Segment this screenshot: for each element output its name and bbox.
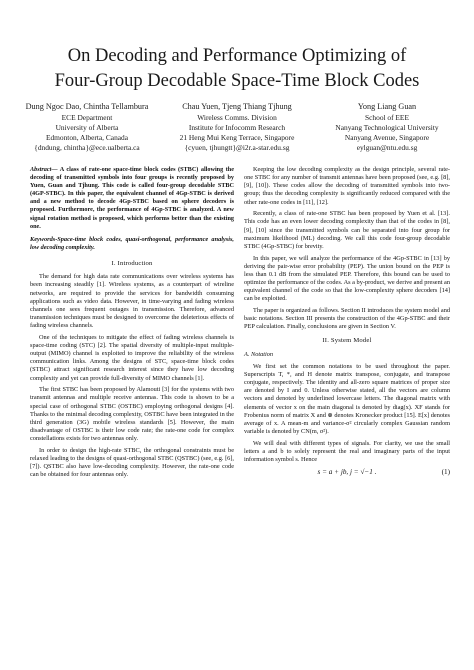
author-affiliation-line: Edmonton, Alberta, Canada [45,133,129,142]
right-column [244,166,450,484]
keywords: Keywords-Space-time block codes, quasi-orthogonal, performance analysis, low decoding complexity. [30,235,234,251]
left-column [30,166,234,483]
abstract-lead: Abstract— [30,166,58,173]
body-paragraph: The demand for high data rate communications over wireless systems has been increasing steadily [1]. Wireless systems, as a counterpart of wireline networks, are required to provide the services for bandwidth consuming applications such as video data. However, in time-varying and fading wireless channels one sees frequent outages in transmission. Therefore, advanced transmission techniques must be designed to overcome the deleterious effects of fading wireless channels. [30,273,234,330]
body-paragraph: In order to design the high-rate STBC, the orthogonal constraints must be relaxed leading to the designs of quasi-orthogonal STBC (QSTBC) (see, e.g. [6], [7]). QSTBC also have low-decoding complexity. However, the rate-one code can be obtained for four antennas only. [30,446,234,479]
author-affiliation-line: Wireless Comms. Division [197,113,277,122]
author-names: Dung Ngoc Dao, Chintha Tellambura [25,102,149,111]
equation-1 [244,468,450,481]
abstract-text: A class of rate-one space-time block codes (STBC) allowing the decoding of transmitted symbols into four groups is recently proposed by Yuen, Guan and Tjhung. This code is called four-group decodable STBC (4GP-STBC). In this paper, the equivalent channel of 4Gp-STBC is derived and a new method to decode 4Gp-STBC based on sphere decoders is proposed. Furthermore, the performance of 4Gp-STBC is analyzed. A new signal rotation method is proposed, which performs better than the existing one. [30,166,234,230]
author-affiliation-line: Institute for Infocomm Research [188,123,286,132]
author-affiliation-line: Nanyang Technological University [335,123,439,132]
paper-title [0,44,474,94]
title-line-1: On Decoding and Performance Optimizing of [67,46,407,66]
abstract [30,166,234,231]
body-paragraph: We will deal with different types of signals. For clarity, we use the small letters a and b to solely represent the real and imaginary parts of the input information symbol s. Hence [244,439,450,463]
author-affiliation-line: ECE Department [61,113,113,122]
section-heading-system-model: II. System Model [322,337,372,345]
author-affiliation-line: Nanyang Avenue, Singapore [344,133,430,142]
body-paragraph: In this paper, we will analyze the performance of the 4Gp-STBC in [13] by deriving the pair-wise error probability (PEP). The union bound on the PEP is less than 0.1 dB from the simulated PEP. Therefore, this bound can be used to optimize the performance of the codes. As a by-product, we derive and present an equivalent channel of the code so that the low-complexity sphere decoders [14] can be exploited. [244,254,450,303]
author-email: {cyuen, tjhungtt}@i2r.a-star.edu.sg [184,143,290,152]
body-paragraph: The first STBC has been proposed by Alamouti [3] for the systems with two transmit antennas and multiple receive antennas. This code is shown to be a special case of orthogonal STBC (OSTBC) employing orthogonal designs [4]. Thanks to the minimal decoding complexity, OSTBC have been integrated in the third generation (3G) mobile wireless standards [5]. However, the main disadvantage of OSTBC is their low code rate; the rate-one code for complex constellations exists for two antennas only. [30,386,234,443]
author-block-i2r [162,100,312,153]
section-heading-introduction: I. Introduction [111,260,153,268]
equation-expression: s = a + jb, j = √−1 . [317,467,377,476]
author-block-ntu [312,100,462,153]
body-paragraph: We first set the common notations to be used throughout the paper. Superscripts T, *, and H denote matrix transpose, conjugate, and transpose conjugate, respectively. The identity and all-zero square matrices of proper size are denoted by I and 0. Unless otherwise stated, all the vectors are column vectors and denoted by underlined lowercase letters. The diagonal matrix with elements of vector x on the main diagonal is denoted by diag(x). XF stands for Frobenius norm of matrix X and ⊗ denotes Kronecker product [15]. E[x] denotes average of x. A mean-m and variance-σ² circularly complex Gaussian random variable is denoted by CN(m, σ²). [244,362,450,436]
author-email: {dndung, chintha}@ece.ualberta.ca [34,143,140,152]
author-affiliation-line: 21 Heng Mui Keng Terrace, Singapore [179,133,295,142]
body-paragraph: The paper is organized as follows. Section II introduces the system model and basic notations. Section III presents the construction of the 4Gp-STBC and their PEP calculation. Finally, conclusions are given in Section V. [244,307,450,331]
author-email: eylguan@ntu.edu.sg [356,143,418,152]
title-line-2: Four-Group Decodable Space-Time Block Codes [54,71,420,91]
author-affiliation-line: School of EEE [365,113,409,122]
body-paragraph: Keeping the low decoding complexity as the design principle, several rate-one STBC for any number of transmit antennas have been proposed (see, e.g. [8], [9], [10]). These codes allow the decoding of transmitted symbols into two-group; thus the decoding complexity is significantly reduced compared with the other rate-one codes in [11], [12]. [244,166,450,206]
author-affiliation-line: University of Alberta [55,123,119,132]
body-paragraph: Recently, a class of rate-one STBC has been proposed by Yuen et al. [13]. This code has an even lower decoding complexity than that of the codes in [8], [9], [10] since the transmitted symbols can be separated into four group for maximum likelihood (ML) decoding. We call this code four-group decodable STBC (4Gp-STBC) for brevity. [244,210,450,250]
author-block-alberta [12,100,162,153]
equation-number: (1) [441,467,450,476]
subsection-heading-notation: A. Notation [244,350,274,358]
author-names: Yong Liang Guan [357,102,417,111]
author-names: Chau Yuen, Tjeng Thiang Tjhung [182,102,292,111]
body-paragraph: One of the techniques to mitigate the effect of fading wireless channels is space-time coding (STC) [2]. The spatial diversity of multiple-input multiple-output (MIMO) channel is exploited to improve the reliability of the wireless communication links. Among the designs of STC, space-time block codes (STBC) attract significant research interest since they have low decoding complexity and yet can provide full-diversity of MIMO channels [1]. [30,333,234,382]
